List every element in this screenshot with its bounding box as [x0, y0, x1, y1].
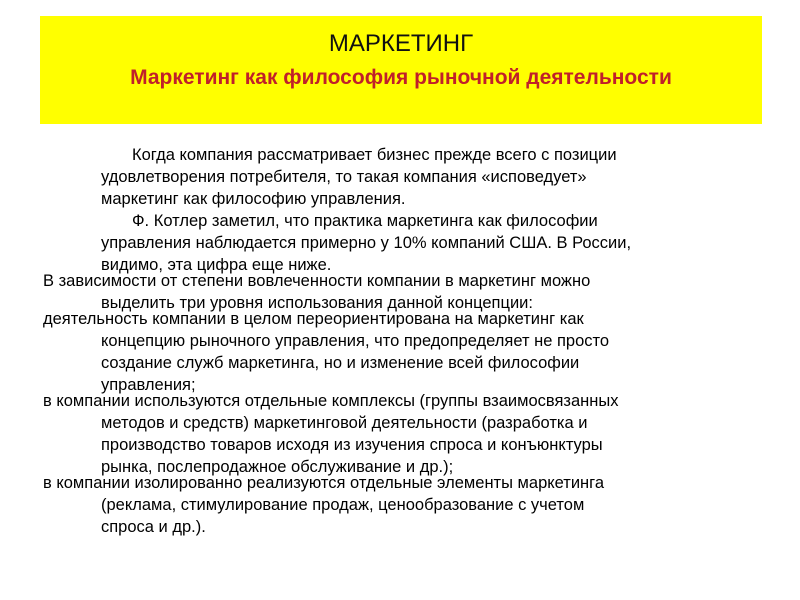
- body-line: спроса и др.).: [101, 518, 206, 536]
- body-line: удовлетворения потребителя, то такая компания «исповедует»: [101, 168, 587, 186]
- body-line: Когда компания рассматривает бизнес прежде всего с позиции: [132, 146, 617, 164]
- slide-subtitle: Маркетинг как философия рыночной деятельности: [130, 66, 672, 89]
- body-line: (реклама, стимулирование продаж, ценообразование с учетом: [101, 496, 585, 514]
- body-line: Ф. Котлер заметил, что практика маркетинга как философии: [132, 212, 598, 230]
- body-line: в компании используются отдельные комплексы (группы взаимосвязанных: [43, 392, 619, 410]
- body-line: создание служб маркетинга, но и изменение всей философии: [101, 354, 580, 372]
- body-line: В зависимости от степени вовлеченности компании в маркетинг можно: [43, 272, 591, 290]
- body-line: управления наблюдается примерно у 10% компаний США. В России,: [101, 234, 632, 252]
- body-line: концепцию рыночного управления, что предопределяет не просто: [101, 332, 610, 350]
- body-line: рынка, послепродажное обслуживание и др.);: [101, 458, 454, 476]
- body-line: видимо, эта цифра еще ниже.: [101, 256, 332, 274]
- slide-title: МАРКЕТИНГ: [328, 30, 474, 57]
- body-line: управления;: [101, 376, 196, 394]
- body-line: в компании изолированно реализуются отдельные элементы маркетинга: [43, 474, 604, 492]
- body-line: деятельность компании в целом переориентирована на маркетинг как: [43, 310, 584, 328]
- body-line: выделить три уровня использования данной концепции:: [101, 294, 533, 312]
- body-line: методов и средств) маркетинговой деятельности (разработка и: [101, 414, 588, 432]
- body-line: производство товаров исходя из изучения спроса и конъюнктуры: [101, 436, 603, 454]
- body-line: маркетинг как философию управления.: [101, 190, 406, 208]
